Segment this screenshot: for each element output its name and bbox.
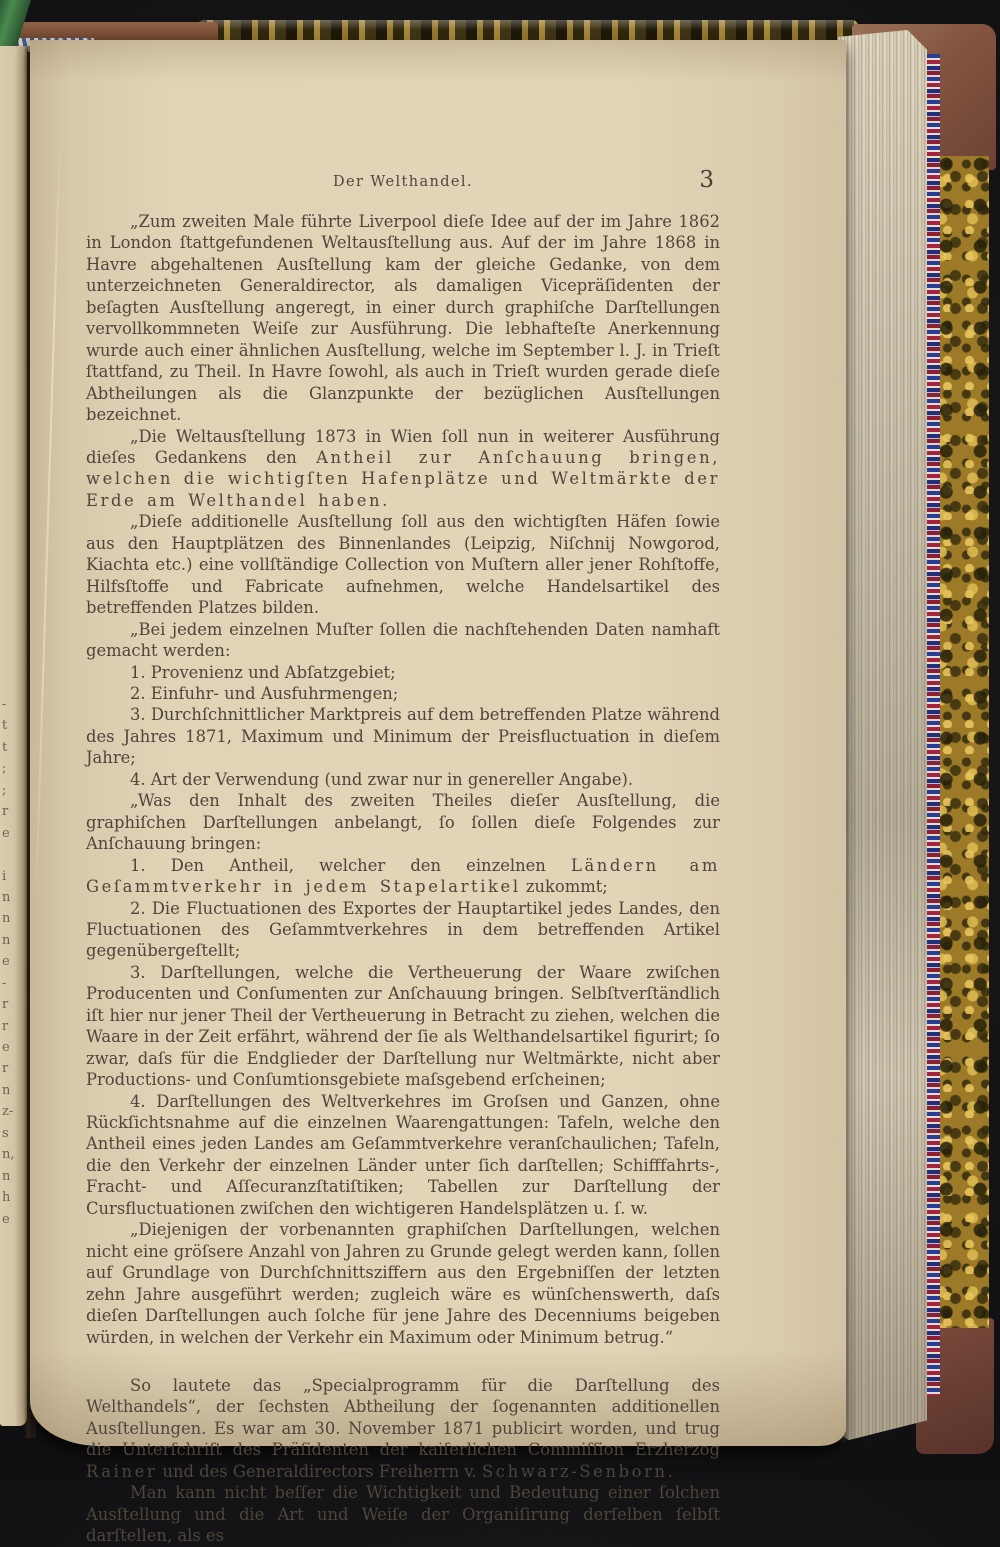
emphasized-spaced-text: Antheil zur Anſchauung bringen, welchen die wichtigſten Hafenplätze und Weltmärkte der Erde am Welthandel haben. <box>86 448 720 510</box>
body-text: „Was den Inhalt des zweiten Theiles dieſer Ausſtellung, die graphiſchen Darſtellungen anbelangt, ſo ſollen dieſe Folgendes zur Anſchauung bringen: <box>86 791 720 853</box>
body-text: 2. Die Fluctuationen des Exportes der Hauptartikel jedes Landes, den Fluctuationen des Geſammtverkehres in dem betreffenden Artikel gegenübergeſtellt; <box>86 899 720 961</box>
paragraph <box>86 855 720 898</box>
body-text: 4. Art der Verwendung (und zwar nur in genereller Angabe). <box>130 770 633 789</box>
paragraph <box>86 211 720 426</box>
facing-page-edge <box>0 46 27 1426</box>
body-text: „Dieſe additionelle Ausſtellung ſoll aus den wichtigſten Häfen ſowie aus den Hauptplätzen des Binnenlandes (Leipzig, Niſchnij Nowgorod, Kiachta etc.) eine vollſtändige Collection von Muſtern aller jener Rohſtoffe, Hilfsſtoffe und Fabricate aufnehmen, welche Handelsartikel des betreffenden Platzes bilden. <box>86 512 720 617</box>
paragraph <box>86 426 720 512</box>
paragraph <box>86 662 720 683</box>
body-text: 2. Einfuhr- und Ausfuhrmengen; <box>130 684 398 703</box>
body-text: „Bei jedem einzelnen Muſter ſollen die nachſtehenden Daten namhaft gemacht werden: <box>86 620 720 660</box>
bleed-letter: t <box>2 737 18 758</box>
paragraph <box>86 898 720 962</box>
bleed-letter: z- <box>2 1101 18 1122</box>
body-text: 4. Darſtellungen des Weltverkehres im Groſsen und Ganzen, ohne Rückſichtsnahme auf die einzelnen Waarengattungen: Tafeln, welche den Antheil eines jeden Landes am Geſammtverkehre veranſchaulichen; Tafeln, die den Verkehr der einzelnen Länder unter ſich darſtellen; Schifffahrts-, Fracht- und Aſſecuranzſtatiſtiken; Tabellen zur Darſtellung der Cursfluctuationen zwiſchen den wichtigeren Handelsplätzen u. ſ. w. <box>86 1092 720 1218</box>
bleed-letter: n <box>2 1166 18 1187</box>
body-text: 1. Provenienz und Abſatzgebiet; <box>130 663 396 682</box>
bleed-letter: - <box>2 694 18 715</box>
body-text: Man kann nicht beſſer die Wichtigkeit und Bedeutung einer ſolchen Ausſtellung und die Art und Weiſe der Organiſirung derſelben ſelbſt darſtellen, als es <box>86 1483 720 1545</box>
bleed-letter: r <box>2 801 18 822</box>
bleed-letter: r <box>2 1058 18 1079</box>
paragraph <box>86 790 720 854</box>
bleed-letter: ; <box>2 780 18 801</box>
body-text: „Zum zweiten Male führte Liverpool dieſe Idee auf der im Jahre 1862 in London ſtattgefundenen Weltausſtellung aus. Auf der im Jahre 1868 in Havre abgehaltenen Ausſtellung kam der gleiche Gedanke, von dem unterzeichneten Generaldirector, als damaligen Vicepräſidenten der beſagten Ausſtellung angeregt, in einer durch graphiſche Darſtellungen vervollkommneten Weiſe zur Ausführung. Die lebhafteſte Anerkennung wurde auch einer ähnlichen Ausſtellung, welche im September l. J. in Trieſt ſtattfand, zu Theil. In Havre ſowohl, als auch in Trieſt wurden gerade dieſe Abtheilungen als die Glanzpunkte der bezüglichen Ausſtellungen bezeichnet. <box>86 212 720 424</box>
bleed-letter: e <box>2 1209 18 1230</box>
page-crease <box>35 138 61 908</box>
marbled-cover-edge <box>936 156 989 1328</box>
paragraph <box>86 683 720 704</box>
body-text: zukommt; <box>521 877 608 896</box>
bleed-letter: - <box>2 973 18 994</box>
bleed-letter: e <box>2 951 18 972</box>
bleed-letter: e <box>2 823 18 844</box>
body-text: „Die Weltausſtellung 1873 in Wien ſoll nun in weiterer Ausführung dieſes Gedankens den <box>86 427 720 467</box>
bleed-letter: n <box>2 908 18 929</box>
bleed-letter: n, <box>2 1144 18 1165</box>
margin-bleed-text <box>2 694 18 1230</box>
bleed-letter: i <box>2 866 18 887</box>
bleed-letter <box>2 844 18 865</box>
text-block <box>86 211 720 1547</box>
bleed-letter: r <box>2 1016 18 1037</box>
page-stack-fore-edge <box>838 30 927 1440</box>
bleed-letter: h <box>2 1187 18 1208</box>
running-header <box>86 174 720 200</box>
paragraph <box>86 962 720 1091</box>
paragraph <box>86 511 720 618</box>
bleed-letter: t <box>2 715 18 736</box>
bleed-letter: s <box>2 1123 18 1144</box>
book-page <box>30 40 846 1446</box>
body-text: „Diejenigen der vorbenannten graphiſchen Darſtellungen, welchen nicht eine gröſsere Anzahl von Jahren zu Grunde gelegt werden kann, ſollen auf Grundlage von Durchſchnittsziffern aus den Ergebniſſen der letzten zehn Jahre ausgeführt werden; zugleich wäre es wünſchenswerth, daſs dieſen Darſtellungen auch ſolche für jene Jahre des Decenniums beigeben würden, in welchen der Verkehr ein Maximum oder Minimum betrug.“ <box>86 1220 720 1346</box>
bleed-letter: e <box>2 1037 18 1058</box>
running-title: Der Welthandel. <box>86 174 720 190</box>
bleed-letter: n <box>2 930 18 951</box>
emphasized-spaced-text: Ländern am Geſammtverkehr in jedem Stapelartikel <box>86 856 720 896</box>
paragraph <box>86 1375 720 1482</box>
body-text: und des Generaldirectors Freiherrn v. <box>157 1462 482 1481</box>
body-text: 1. Den Antheil, welcher den einzelnen <box>130 856 571 875</box>
text-column <box>86 40 720 1547</box>
body-text: 3. Darſtellungen, welche die Vertheuerung der Waare zwiſchen Producenten und Conſumenten zur Anſchauung bringen. Selbſtverſtändlich iſt hier nur jener Theil der Vertheuerung in Betracht zu ziehen, welchen die Waare in der Zeit erfährt, während der ſie als Welthandelsartikel figurirt; ſo zwar, daſs für die Endglieder der Darſtellung nur Weltmärkte, nicht aber Productions- und Conſumtionsgebiete maſsgebend erſcheinen; <box>86 963 720 1089</box>
bleed-letter: ; <box>2 758 18 779</box>
paragraph <box>86 704 720 768</box>
paragraph <box>86 769 720 790</box>
marbled-board-top-edge <box>196 20 858 42</box>
bleed-letter: n <box>2 887 18 908</box>
body-text: So lautete das „Specialprogramm für die Darſtellung des Welthandels“, der ſechsten Abtheilung der ſogenannten additionellen Ausſtellungen. Es war am 30. November 1871 publicirt worden, und trug die Unterſchrift des Präſidenten der kaiſerlichen Commiſſion Erzherzog <box>86 1376 720 1459</box>
bleed-letter: n <box>2 1080 18 1101</box>
body-text: 3. Durchſchnittlicher Marktpreis auf dem betreffenden Platze während des Jahres 1871, Maximum und Minimum der Preisfluctuation in dieſem Jahre; <box>86 705 720 767</box>
paragraph <box>86 1482 720 1546</box>
bleed-letter: r <box>2 994 18 1015</box>
paragraph <box>86 1091 720 1220</box>
page-number: 3 <box>699 167 714 193</box>
emphasized-spaced-text: Rainer <box>86 1462 157 1481</box>
paragraph <box>86 619 720 662</box>
paragraph <box>86 1219 720 1348</box>
body-text: . <box>668 1462 673 1481</box>
emphasized-spaced-text: Schwarz-Senborn <box>482 1462 668 1481</box>
